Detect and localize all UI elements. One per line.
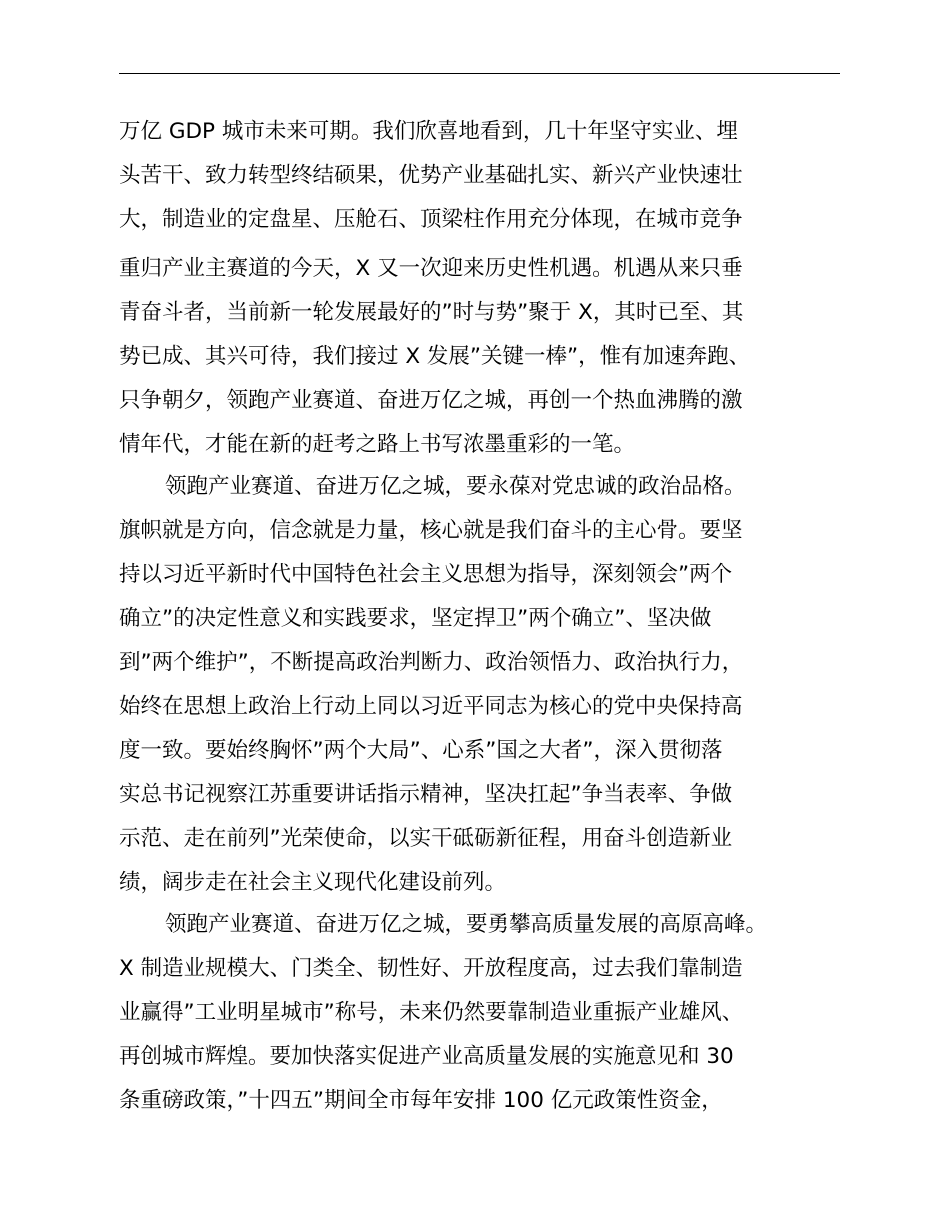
text-line: 青奋斗者，当前新一轮发展最好的”时与势”聚于 X，其时已至、其	[119, 300, 744, 325]
text-line: 始终在思想上政治上行动上同以习近平同志为核心的党中央保持高	[119, 694, 743, 719]
text-line: 确立”的决定性意义和实践要求，坚定捍卫”两个确立”、坚决做	[119, 606, 712, 631]
text-line: 示范、走在前列”光荣使命，以实干砥砺新征程，用奋斗创造新业	[119, 826, 733, 851]
text-line: 头苦干、致力转型终结硕果，优势产业基础扎实、新兴产业快速壮	[119, 163, 743, 188]
text-line: 到”两个维护”，不断提高政治判断力、政治领悟力、政治执行力，	[119, 650, 744, 675]
text-line: 只争朝夕，领跑产业赛道、奋进万亿之城，再创一个热血沸腾的激	[119, 388, 743, 413]
text-line: 万亿 GDP 城市未来可期。我们欣喜地看到，几十年坚守实业、埋	[119, 119, 738, 144]
text-line: 再创城市辉煌。要加快落实促进产业高质量发展的实施意见和 30	[119, 1044, 734, 1069]
header-rule	[119, 73, 840, 74]
text-line: 势已成、其兴可待，我们接过 X 发展”关键一棒”，惟有加速奔跑、	[119, 344, 751, 369]
text-line: 持以习近平新时代中国特色社会主义思想为指导，深刻领会”两个	[119, 562, 733, 587]
text-line: 情年代，才能在新的赶考之路上书写浓墨重彩的一笔。	[119, 432, 636, 457]
text-line: 旗帜就是方向，信念就是力量，核心就是我们奋斗的主心骨。要坚	[119, 518, 743, 543]
paragraph-first-line: 领跑产业赛道、奋进万亿之城，要勇攀高质量发展的高原高峰。	[165, 912, 768, 937]
text-line: 业赢得”工业明星城市”称号，未来仍然要靠制造业重振产业雄风、	[119, 1000, 744, 1025]
text-line: X 制造业规模大、门类全、韧性好、开放程度高，过去我们靠制造	[119, 956, 743, 981]
text-line: 条重磅政策，”十四五”期间全市每年安排 100 亿元政策性资金，	[119, 1088, 723, 1113]
text-line: 绩，阔步走在社会主义现代化建设前列。	[119, 870, 507, 895]
paragraph-first-line: 领跑产业赛道、奋进万亿之城，要永葆对党忠诚的政治品格。	[165, 474, 746, 499]
text-line: 重归产业主赛道的今天，X 又一次迎来历史性机遇。机遇从来只垂	[119, 256, 743, 281]
text-line: 大，制造业的定盘星、压舱石、顶梁柱作用充分体现，在城市竞争	[119, 207, 743, 232]
text-line: 度一致。要始终胸怀”两个大局”、心系”国之大者”，深入贯彻落	[119, 738, 723, 763]
text-line: 实总书记视察江苏重要讲话指示精神，坚决扛起”争当表率、争做	[119, 782, 733, 807]
